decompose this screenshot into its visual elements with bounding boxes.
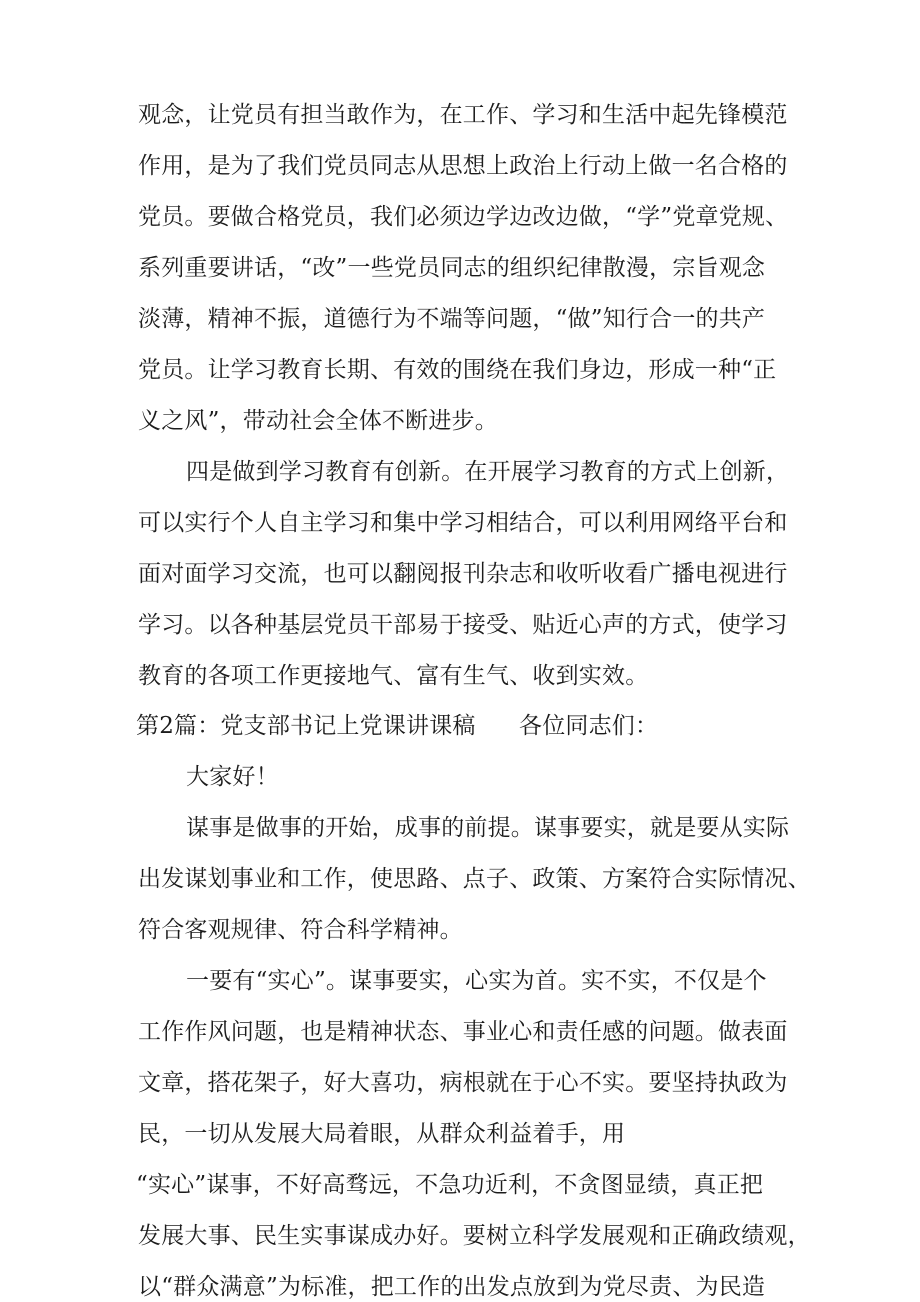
- text-line: “实心”谋事，不好高骛远，不急功近利，不贪图显绩，真正把: [136, 1172, 764, 1198]
- text-line: 出发谋划事业和工作，使思路、点子、政策、方案符合实际情况、: [138, 866, 811, 892]
- text-line: 作用，是为了我们党员同志从思想上政治上行动上做一名合格的: [138, 153, 788, 179]
- text-line: 教育的各项工作更接地气、富有生气、收到实效。: [138, 663, 649, 689]
- text-line: 可以实行个人自主学习和集中学习相结合，可以利用网络平台和: [138, 510, 788, 536]
- text-line: 发展大事、民生实事谋成办好。要树立科学发展观和正确政绩观，: [138, 1223, 811, 1249]
- text-line: 面对面学习交流，也可以翻阅报刊杂志和收听收看广播电视进行: [138, 561, 788, 587]
- text-line: 符合客观规律、符合科学精神。: [138, 917, 463, 943]
- paragraph-start-line: 一要有“实心”。谋事要实，心实为首。实不实，不仅是个: [186, 968, 767, 994]
- text-line: 工作作风问题，也是精神状态、事业心和责任感的问题。做表面: [138, 1019, 788, 1045]
- paragraph-start-line: 四是做到学习教育有创新。在开展学习教育的方式上创新，: [186, 459, 790, 485]
- text-line: 以“群众满意”为标准，把工作的出发点放到为党尽责、为民造: [138, 1274, 766, 1300]
- text-line: 党员。让学习教育长期、有效的围绕在我们身边，形成一种“正: [138, 357, 777, 383]
- text-line: 观念，让党员有担当敢作为，在工作、学习和生活中起先锋模范: [138, 102, 788, 128]
- text-line: 民，一切从发展大局着眼，从群众利益着手，用: [138, 1121, 626, 1147]
- text-line: 文章，搭花架子，好大喜功，病根就在于心不实。要坚持执政为: [138, 1070, 788, 1096]
- text-line: 义之风”，带动社会全体不断进步。: [138, 408, 498, 434]
- text-line: 党员。要做合格党员，我们必须边学边改边做，“学”党章党规、: [138, 204, 789, 230]
- text-line: 淡薄，精神不振，道德行为不端等问题，“做”知行合一的共产: [138, 306, 766, 332]
- paragraph-start-line: 谋事是做事的开始，成事的前提。谋事要实，就是要从实际: [186, 815, 790, 841]
- section-title: 第2篇：党支部书记上党课讲课稿: [136, 713, 476, 739]
- text-line: 系列重要讲话，“改”一些党员同志的组织纪律散漫，宗旨观念: [138, 255, 766, 281]
- text-line: 学习。以各种基层党员干部易于接受、贴近心声的方式，使学习: [138, 612, 788, 638]
- salutation: 各位同志们：: [519, 713, 659, 739]
- greeting-line: 大家好！: [186, 764, 279, 790]
